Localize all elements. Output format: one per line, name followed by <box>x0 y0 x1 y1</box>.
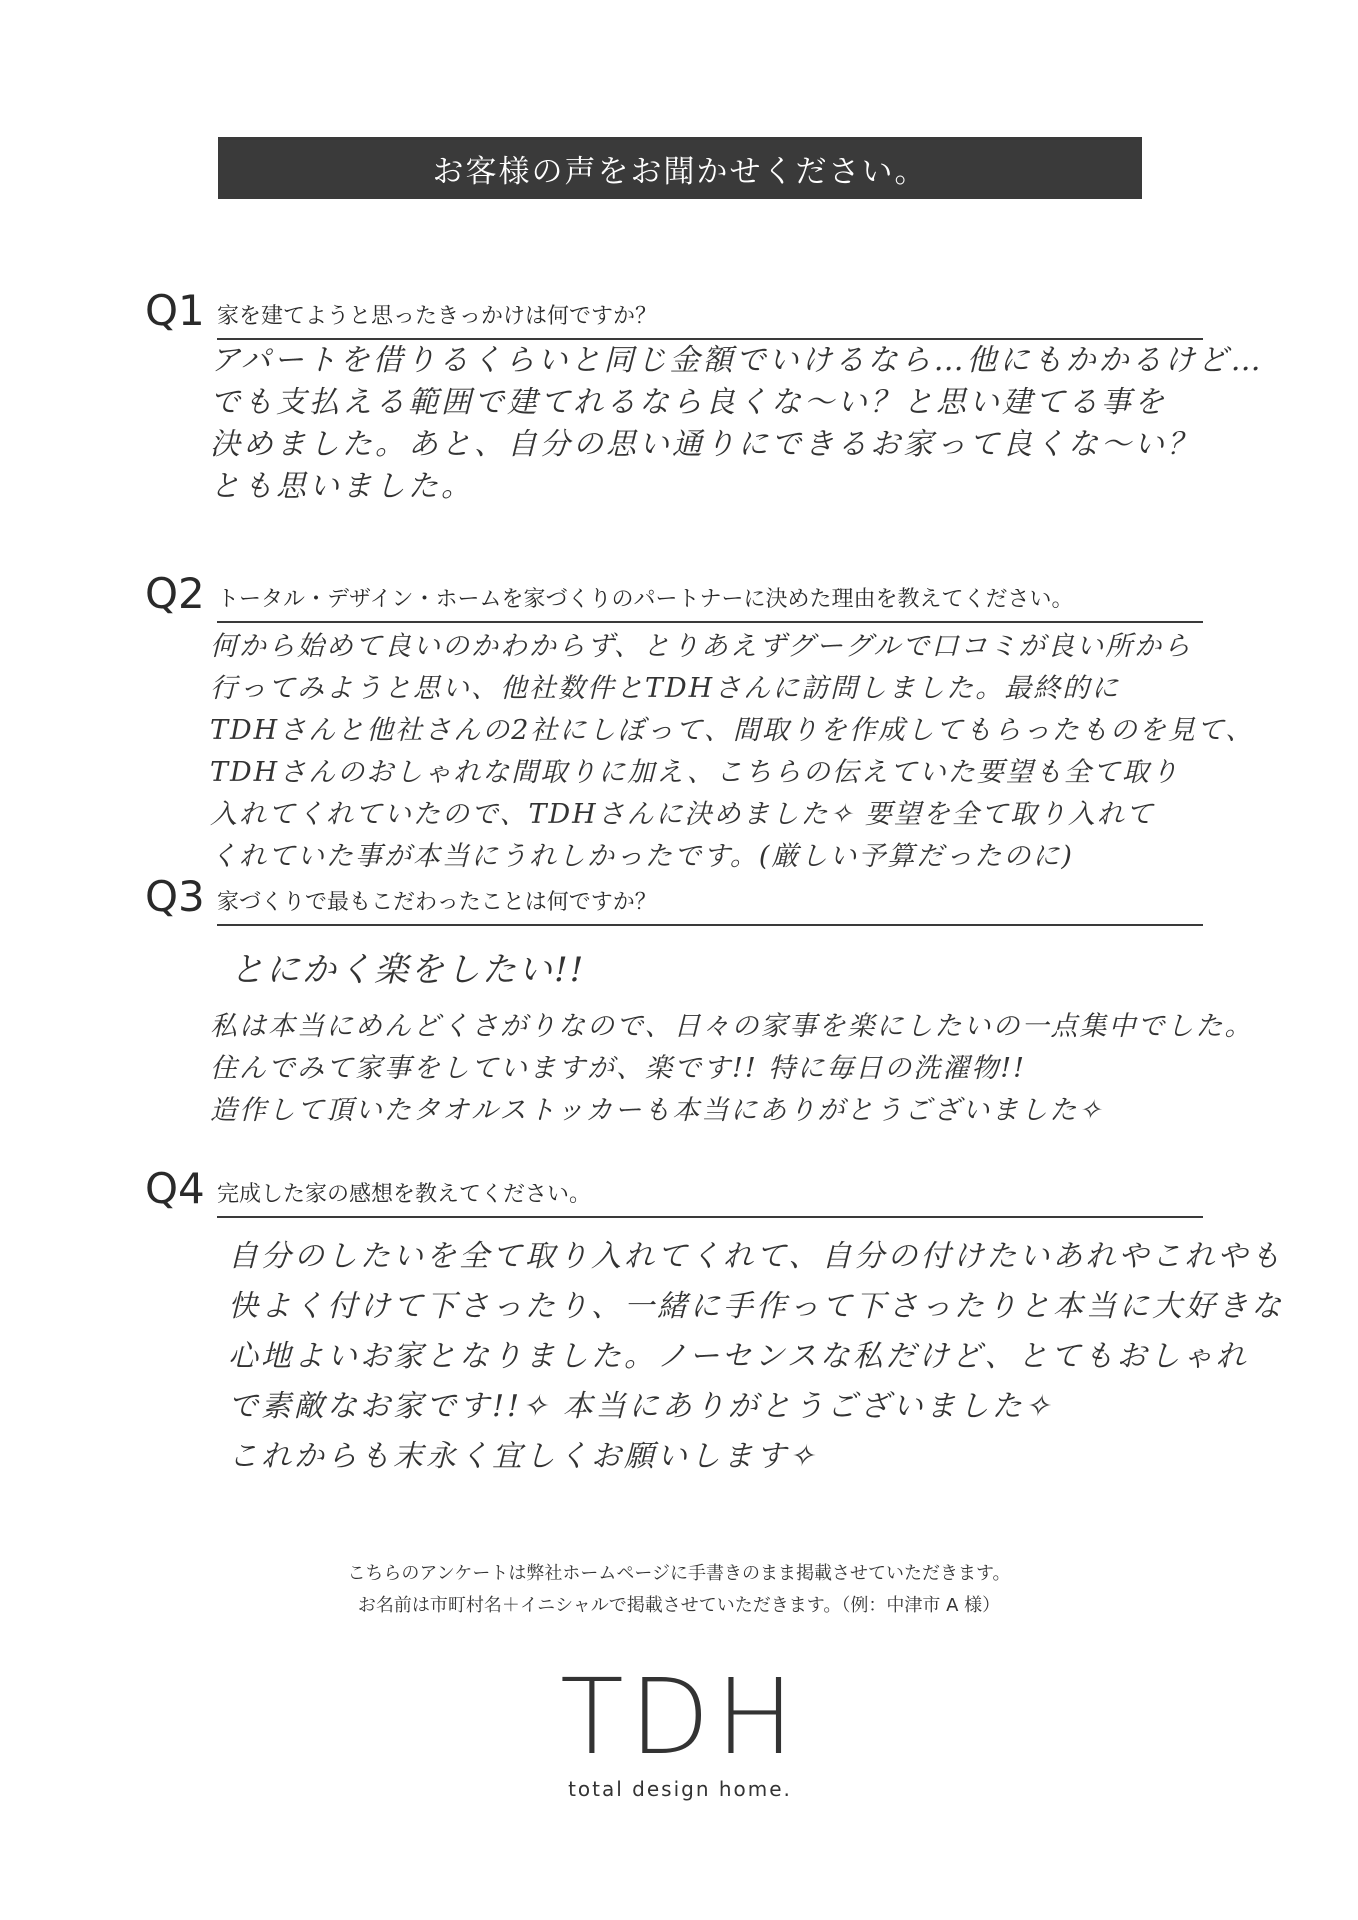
answer-3 <box>210 940 1254 1132</box>
answer-line: 心地よいお家となりました。ノーセンスな私だけど、とてもおしゃれ <box>228 1339 1249 1374</box>
question-underline <box>217 621 1203 623</box>
question-text: 家を建てようと思ったきっかけは何ですか？ <box>217 304 658 329</box>
question-text: トータル・デザイン・ホームを家づくりのパートナーに決めた理由を教えてください。 <box>217 587 1074 612</box>
question-label: Q2 <box>145 569 205 618</box>
footer-note-publication: こちらのアンケートは弊社ホームページに手書きのまま掲載させていただきます。 <box>347 1563 1011 1584</box>
answer-line: 快よく付けて下さったり、一緒に手作って下さったりと本当に大好きな <box>228 1289 1284 1324</box>
answer-line: 自分のしたいを全て取り入れてくれて、自分の付けたいあれやこれやも <box>228 1239 1284 1274</box>
question-3 <box>145 868 1203 920</box>
survey-title: お客様の声をお聞かせください。 <box>432 153 928 190</box>
footer-notes <box>0 1558 1358 1622</box>
answer-4 <box>228 1232 1284 1482</box>
answer-line: 何から始めて良いのかわからず、とりあえずグーグルで口コミが良い所から <box>210 631 1193 662</box>
answer-line: でも支払える範囲で建てれるなら良くな〜い？と思い建てる事を <box>210 385 1167 420</box>
question-label: Q3 <box>145 872 205 921</box>
question-text: 完成した家の感想を教えてください。 <box>217 1182 592 1207</box>
question-label: Q1 <box>145 286 205 335</box>
answer-line: くれていた事が本当にうれしかったです。(厳しい予算だったのに) <box>210 841 1074 872</box>
logo-mark: TDH <box>560 1656 800 1778</box>
answer-line: 決めました。あと、自分の思い通りにできるお家って良くな〜い？ <box>210 427 1200 462</box>
question-4 <box>145 1160 1203 1212</box>
survey-title-banner <box>218 137 1142 199</box>
answer-line: TDHさんと他社さんの2社にしぼって、間取りを作成してもらったものを見て、 <box>210 715 1255 746</box>
question-1 <box>145 282 1203 334</box>
question-underline <box>217 924 1203 926</box>
logo-tagline: total design home. <box>568 1777 792 1801</box>
answer-line: これからも末永く宜しくお願いします✧ <box>228 1439 818 1474</box>
question-2 <box>145 565 1203 617</box>
answer-2 <box>210 626 1255 878</box>
answer-line: とも思いました。 <box>210 469 474 504</box>
answer-line: アパートを借りるくらいと同じ金額でいけるなら…他にもかかるけど… <box>210 343 1264 378</box>
answer-line: 造作して頂いたタオルストッカーも本当にありがとうございました✧ <box>210 1095 1104 1126</box>
answer-line: 入れてくれていたので、TDHさんに決めました✧ 要望を全て取り入れて <box>210 799 1155 830</box>
question-text: 家づくりで最もこだわったことは何ですか？ <box>217 890 657 915</box>
company-logo <box>540 1656 820 1801</box>
answer-line: 行ってみようと思い、他社数件とTDHさんに訪問しました。最終的に <box>210 673 1121 704</box>
answer-line: とにかく楽をしたい!! <box>230 950 586 990</box>
answer-line: 住んでみて家事をしていますが、楽です!! 特に毎日の洗濯物!! <box>210 1053 1026 1084</box>
answer-line: で素敵なお家です!!✧ 本当にありがとうございました✧ <box>228 1389 1053 1424</box>
footer-note-naming: お名前は市町村名＋イニシャルで掲載させていただきます。（例：中津市 A 様） <box>357 1595 1001 1616</box>
answer-1 <box>210 340 1264 508</box>
answer-line: TDHさんのおしゃれな間取りに加え、こちらの伝えていた要望も全て取り <box>210 757 1180 788</box>
question-underline <box>217 1216 1203 1218</box>
question-label: Q4 <box>145 1164 205 1213</box>
answer-line: 私は本当にめんどくさがりなので、日々の家事を楽にしたいの一点集中でした。 <box>210 1011 1254 1042</box>
